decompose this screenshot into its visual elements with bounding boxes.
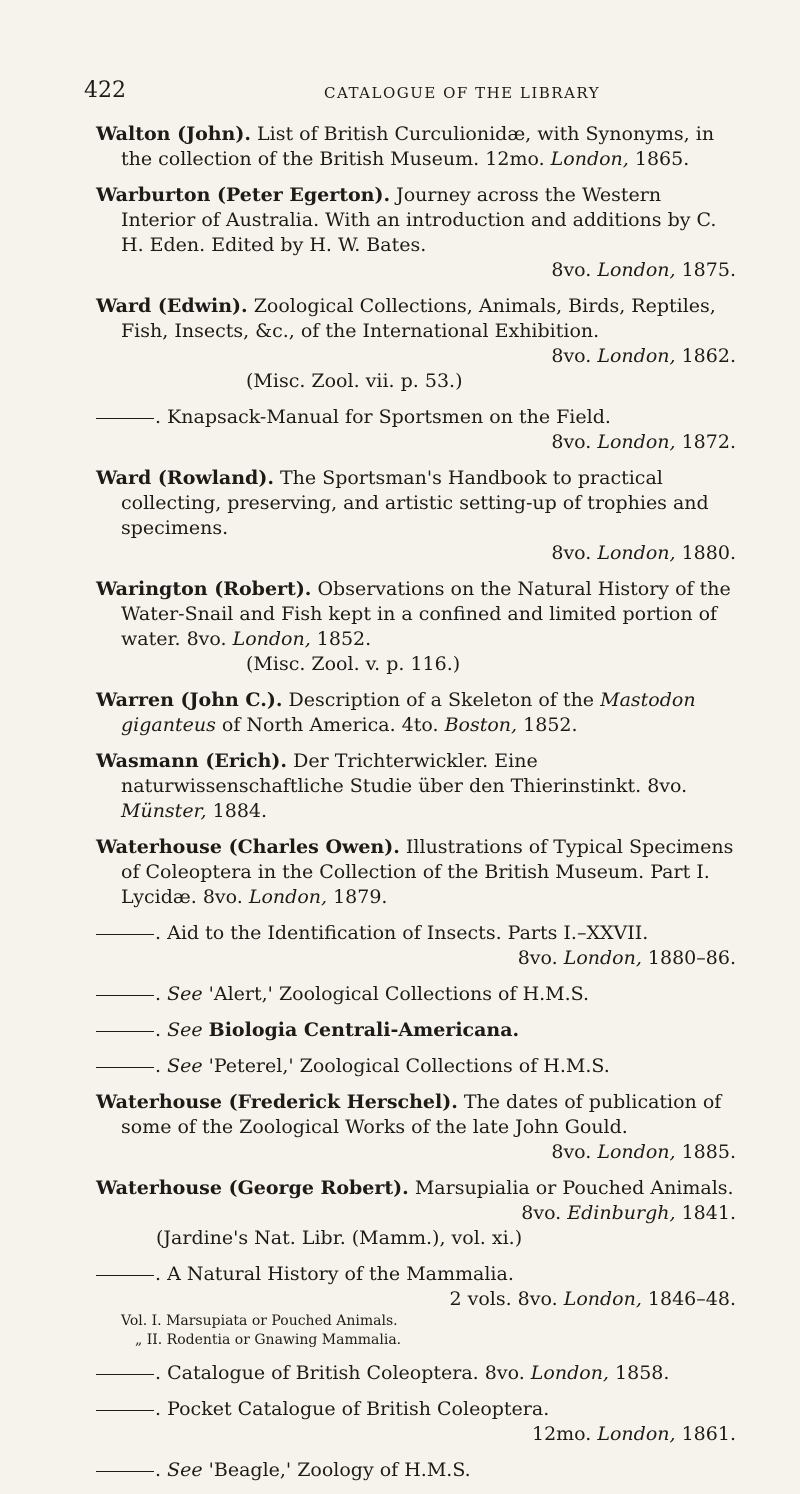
entry-title: Journey across the Western Interior of Australia. With an introduction and additions by C. H. Eden. Edited by H. W. Bates. [121, 184, 717, 256]
catalogue-entry: . See 'Peterel,' Zoological Collections of H.M.S. [96, 1054, 736, 1079]
entry-format: 8vo. [551, 345, 592, 367]
ditto-dash [96, 1410, 154, 1411]
entry-author: Waterhouse (George Robert). [96, 1177, 409, 1199]
entry-place: London, [530, 1362, 609, 1384]
ditto-dash [96, 1275, 154, 1276]
entry-year: 1884. [212, 800, 268, 822]
entry-place: Münster, [121, 800, 207, 822]
entry-format: 8vo. [551, 542, 592, 564]
entry-year: 1852. [316, 628, 372, 650]
entry-author: Ward (Edwin). [96, 295, 248, 317]
entry-format: 8vo. [647, 775, 688, 797]
catalogue-entry: . A Natural History of the Mammalia. 2 vols. 8vo. London, 1846–48. Vol. I. Marsupiata or Pouched Animals. „ II. Rodentia or Gnawing Mammalia. [96, 1262, 736, 1350]
see-target: Biologia Centrali-Americana. [208, 1019, 520, 1041]
entry-place: London, [597, 1141, 676, 1163]
entry-place: London, [597, 431, 676, 453]
see-reference: See [167, 1459, 203, 1481]
entry-year: 1880–86. [647, 947, 736, 969]
catalogue-entry [96, 466, 736, 566]
volume-note: „ II. Rodentia or Gnawing Mammalia. [135, 1332, 402, 1348]
entry-year: 1880. [681, 542, 736, 564]
entry-place: London, [597, 1423, 676, 1445]
entry-year: 1861. [681, 1423, 736, 1445]
entry-format: 2 vols. 8vo. [449, 1288, 558, 1310]
entry-place: London, [597, 345, 676, 367]
entry-year: 1858. [615, 1362, 670, 1384]
catalogue-entry: . Pocket Catalogue of British Coleoptera. 12mo. London, 1861. [96, 1397, 736, 1447]
catalogue-entries [96, 122, 736, 1494]
entry-author: Warburton (Peter Egerton). [96, 184, 391, 206]
ditto-dash [96, 1031, 154, 1032]
catalogue-entry [96, 122, 736, 172]
catalogue-entry [96, 577, 736, 677]
entry-imprint [121, 946, 736, 971]
entry-place: London, [563, 947, 642, 969]
entry-title: Pocket Catalogue of British Coleoptera. [167, 1398, 550, 1420]
entry-title: Knapsack-Manual for Sportsmen on the Field. [167, 406, 611, 428]
entry-format: 12mo. [485, 148, 545, 170]
entry-title: Aid to the Identification of Insects. Parts I.–XXVII. [167, 922, 649, 944]
entry-author: Waterhouse (Charles Owen). [96, 836, 400, 858]
see-reference: See [167, 1019, 203, 1041]
entry-place: London, [248, 886, 328, 908]
entry-place: London, [563, 1288, 642, 1310]
entry-series-note: (Misc. Zool. vii. p. 53.) [246, 370, 463, 392]
entry-title-italic: Mastodon giganteus [121, 689, 696, 736]
entry-place: London, [550, 148, 629, 170]
entry-title: The dates of publication of some of the Zoological Works of the late John Gould. [121, 1091, 722, 1138]
entry-place: Edinburgh, [567, 1202, 676, 1224]
catalogue-entry [96, 749, 736, 824]
see-reference: See [167, 1055, 203, 1077]
entry-title: Illustrations of Typical Specimens of Coleoptera in the Collection of the British Museum. Part I. Lycidæ. [121, 836, 734, 908]
entry-imprint [121, 1422, 736, 1447]
catalogue-entry [96, 688, 736, 738]
running-head: CATALOGUE OF THE LIBRARY [324, 84, 601, 102]
catalogue-entry: . Knapsack-Manual for Sportsmen on the Field. 8vo. London, 1872. [96, 405, 736, 455]
catalogue-entry [96, 1090, 736, 1165]
entry-format: 8vo. [551, 259, 592, 281]
ditto-dash [96, 995, 154, 996]
entry-year: 1852. [523, 714, 578, 736]
entry-place: Boston, [444, 714, 518, 736]
entry-title: Description of a Skeleton of the [288, 689, 595, 711]
catalogue-entry: . Aid to the Identification of Insects. Parts I.–XXVII. 8vo. London, 1880–86. [96, 921, 736, 971]
entry-year: 1885. [681, 1141, 736, 1163]
entry-title: Observations on the Natural History of the Water-Snail and Fish kept in a confined and limited portion of water. [121, 578, 731, 650]
entry-place: London, [597, 542, 676, 564]
entry-place: London, [232, 628, 311, 650]
entry-format: 12mo. [531, 1423, 592, 1445]
catalogue-entry: . See 'Alert,' Zoological Collections of H.M.S. [96, 982, 736, 1007]
entry-year: 1865. [634, 148, 690, 170]
entry-format: 8vo. [517, 947, 558, 969]
entry-year: 1875. [681, 259, 736, 281]
entry-format: 8vo. [186, 628, 227, 650]
entry-title: The Sportsman's Handbook to practical collecting, preserving, and artistic setting-up of trophies and specimens. [121, 467, 709, 539]
catalogue-entry [96, 294, 736, 394]
catalogue-entry: . Catalogue of British Coleoptera. 8vo. London, 1858. [96, 1361, 736, 1386]
entry-place: London, [597, 259, 676, 281]
entry-year: 1872. [681, 431, 736, 453]
catalogue-entry [96, 835, 736, 910]
entry-series-note: (Jardine's Nat. Libr. (Mamm.), vol. xi.) [156, 1227, 523, 1249]
entry-imprint [121, 1201, 736, 1226]
entry-series-note: (Misc. Zool. v. p. 116.) [246, 653, 461, 675]
entry-author: Warington (Robert). [96, 578, 312, 600]
see-target: 'Alert,' Zoological Collections of H.M.S. [208, 983, 590, 1005]
entry-imprint [121, 258, 736, 283]
entry-format: 8vo. [551, 431, 592, 453]
entry-imprint [121, 1140, 736, 1165]
entry-format: 8vo. [202, 886, 243, 908]
entry-title: A Natural History of the Mammalia. [167, 1263, 514, 1285]
catalogue-entry [96, 183, 736, 283]
entry-author: Walton (John). [96, 123, 251, 145]
ditto-dash [96, 418, 154, 419]
entry-format: 8vo. [521, 1202, 562, 1224]
catalogue-entry [96, 1176, 736, 1251]
catalogue-entry: . See 'Beagle,' Zoology of H.M.S. [96, 1458, 736, 1483]
entry-format: 8vo. [551, 1141, 592, 1163]
ditto-dash [96, 1067, 154, 1068]
volume-note: Vol. I. Marsupiata or Pouched Animals. [121, 1313, 398, 1329]
entry-title: List of British Curculionidæ, with Synonyms, in the collection of the British Museum. [121, 123, 715, 170]
see-target: 'Beagle,' Zoology of H.M.S. [208, 1459, 471, 1481]
entry-year: 1879. [333, 886, 388, 908]
entry-title: of North America. [221, 714, 396, 736]
entry-year: 1862. [681, 345, 736, 367]
entry-imprint [121, 1287, 736, 1312]
catalogue-entry: . See Biologia Centrali-Americana. [96, 1018, 736, 1043]
see-target: 'Peterel,' Zoological Collections of H.M.S. [208, 1055, 610, 1077]
entry-format: 4to. [401, 714, 439, 736]
entry-title: Der Trichterwickler. Eine naturwissenschaftliche Studie über den Thierinstinkt. [121, 750, 642, 797]
entry-author: Warren (John C.). [96, 689, 283, 711]
see-reference: See [167, 983, 203, 1005]
ditto-dash [96, 1471, 154, 1472]
entry-year: 1841. [681, 1202, 736, 1224]
ditto-dash [96, 934, 154, 935]
entry-year: 1846–48. [647, 1288, 736, 1310]
entry-title: Marsupialia or Pouched Animals. [414, 1177, 734, 1199]
entry-title: Catalogue of British Coleoptera. [167, 1362, 479, 1384]
entry-format: 8vo. [484, 1362, 525, 1384]
entry-imprint [121, 541, 736, 566]
entry-imprint [121, 430, 736, 455]
entry-author: Waterhouse (Frederick Herschel). [96, 1091, 458, 1113]
entry-title: Zoological Collections, Animals, Birds, Reptiles, Fish, Insects, &c., of the International Exhibition. [121, 295, 716, 342]
ditto-dash [96, 1374, 154, 1375]
page-number: 422 [84, 78, 126, 103]
entry-author: Wasmann (Erich). [96, 750, 288, 772]
entry-imprint [121, 344, 736, 369]
entry-author: Ward (Rowland). [96, 467, 274, 489]
page-header [84, 78, 724, 108]
